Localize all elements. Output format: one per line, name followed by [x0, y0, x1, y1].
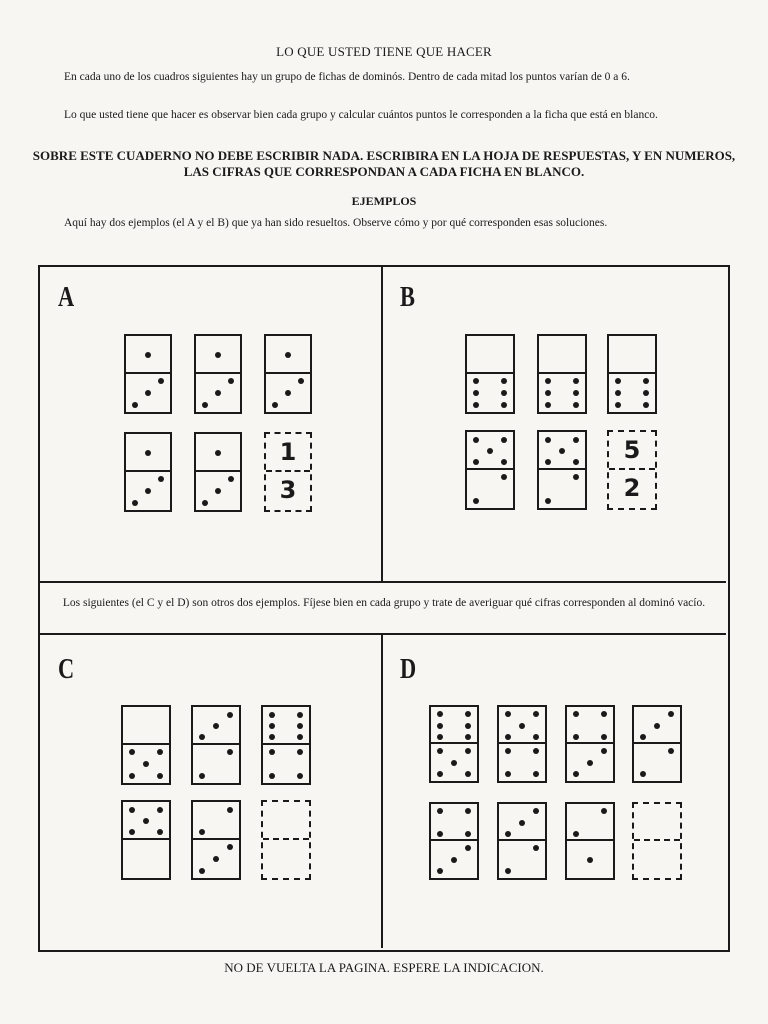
domino-pip — [533, 808, 539, 814]
panel-letter-c: C — [58, 654, 75, 685]
domino-pip — [199, 868, 205, 874]
domino-pip — [297, 723, 303, 729]
panel-letter-d: D — [400, 654, 417, 685]
domino-pip — [157, 773, 163, 779]
domino-pip — [199, 829, 205, 835]
domino-pip — [615, 390, 621, 396]
domino-pip — [129, 829, 135, 835]
domino-pip — [533, 734, 539, 740]
answer-bottom-number: 3 — [279, 476, 297, 504]
domino-pip — [215, 390, 221, 396]
panel-letter-a: A — [58, 282, 75, 313]
domino-pip — [601, 711, 607, 717]
domino-pip — [533, 748, 539, 754]
domino-pip — [505, 831, 511, 837]
domino-tile — [632, 705, 682, 783]
domino-bottom-half — [539, 372, 585, 412]
domino-pip — [285, 390, 291, 396]
domino-bottom-half — [634, 839, 680, 878]
middle-instructions: Los siguientes (el C y el D) son otros dos ejemplos. Fíjese bien en cada grupo y trate de averiguar qué cifras corresponden al dominó vacío. — [62, 597, 706, 609]
domino-tile — [261, 705, 311, 785]
domino-pip — [640, 734, 646, 740]
panel-letter-b: B — [400, 282, 415, 313]
answer-top-number: 5 — [623, 436, 641, 464]
domino-top-half — [431, 804, 477, 841]
domino-pip — [199, 773, 205, 779]
domino-pip — [199, 734, 205, 740]
domino-pip — [157, 749, 163, 755]
domino-pip — [437, 771, 443, 777]
domino-pip — [573, 831, 579, 837]
domino-tile — [607, 334, 657, 414]
domino-bottom-half — [263, 743, 309, 783]
domino-pip — [297, 734, 303, 740]
domino-pip — [437, 734, 443, 740]
domino-pip — [132, 402, 138, 408]
domino-pip — [298, 378, 304, 384]
domino-pip — [465, 748, 471, 754]
domino-bottom-half — [467, 372, 513, 412]
domino-pip — [573, 474, 579, 480]
domino-pip — [533, 845, 539, 851]
domino-pip — [573, 459, 579, 465]
domino-pip — [227, 807, 233, 813]
domino-top-half — [634, 804, 680, 841]
domino-pip — [501, 402, 507, 408]
domino-pip — [297, 773, 303, 779]
domino-tile — [497, 802, 547, 880]
domino-pip — [451, 760, 457, 766]
domino-tile — [537, 430, 587, 510]
domino-tile — [121, 705, 171, 785]
domino-bottom-half — [126, 372, 170, 412]
domino-pip — [473, 437, 479, 443]
domino-top-half — [609, 336, 655, 374]
domino-tile — [191, 800, 241, 880]
domino-tile — [194, 334, 242, 414]
domino-top-half — [609, 432, 655, 470]
domino-pip — [465, 771, 471, 777]
domino-tile — [465, 334, 515, 414]
domino-top-half — [196, 434, 240, 472]
domino-pip — [465, 711, 471, 717]
domino-bottom-half — [499, 742, 545, 781]
domino-pip — [228, 378, 234, 384]
domino-top-half — [126, 434, 170, 472]
examples-intro: Aquí hay dos ejemplos (el A y el B) que ya han sido resueltos. Observe cómo y por qué corresponden esas soluciones. — [64, 217, 608, 229]
footer-text: NO DE VUELTA LA PAGINA. ESPERE LA INDICACION. — [224, 960, 544, 975]
domino-bottom-half — [609, 372, 655, 412]
domino-pip — [202, 500, 208, 506]
domino-pip — [559, 448, 565, 454]
domino-pip — [473, 498, 479, 504]
domino-bottom-half — [567, 742, 613, 781]
domino-pip — [573, 734, 579, 740]
domino-bottom-half — [196, 372, 240, 412]
domino-pip — [573, 378, 579, 384]
domino-bottom-half — [193, 743, 239, 783]
domino-pip — [487, 448, 493, 454]
domino-pip — [437, 831, 443, 837]
domino-pip — [437, 868, 443, 874]
domino-pip — [501, 474, 507, 480]
domino-tile — [429, 802, 479, 880]
domino-pip — [227, 712, 233, 718]
domino-top-half — [634, 707, 680, 744]
blank-domino — [607, 430, 657, 510]
domino-pip — [213, 856, 219, 862]
domino-pip — [437, 808, 443, 814]
domino-pip — [437, 723, 443, 729]
domino-bottom-half — [609, 468, 655, 508]
domino-pip — [545, 437, 551, 443]
domino-top-half — [123, 707, 169, 745]
domino-pip — [501, 390, 507, 396]
domino-top-half — [193, 707, 239, 745]
domino-pip — [132, 500, 138, 506]
domino-pip — [615, 378, 621, 384]
domino-bottom-half — [196, 470, 240, 510]
domino-pip — [269, 723, 275, 729]
domino-pip — [215, 450, 221, 456]
domino-pip — [668, 711, 674, 717]
domino-bottom-half — [539, 468, 585, 508]
domino-pip — [643, 390, 649, 396]
divider-horizontal-1 — [40, 581, 726, 583]
domino-pip — [145, 488, 151, 494]
domino-pip — [129, 773, 135, 779]
domino-pip — [505, 734, 511, 740]
domino-pip — [158, 476, 164, 482]
domino-pip — [129, 807, 135, 813]
domino-top-half — [539, 432, 585, 470]
intro-paragraph-1: En cada uno de los cuadros siguientes hay un grupo de fichas de dominós. Dentro de cada mitad los puntos varían de 0 a 6. — [64, 71, 630, 83]
domino-pip — [545, 390, 551, 396]
domino-top-half — [266, 434, 310, 472]
domino-pip — [519, 723, 525, 729]
domino-tile — [465, 430, 515, 510]
domino-top-half — [196, 336, 240, 374]
domino-tile — [121, 800, 171, 880]
domino-pip — [501, 378, 507, 384]
domino-bottom-half — [431, 839, 477, 878]
domino-pip — [654, 723, 660, 729]
domino-pip — [601, 748, 607, 754]
domino-pip — [202, 402, 208, 408]
domino-tile — [565, 802, 615, 880]
domino-tile — [191, 705, 241, 785]
domino-top-half — [123, 802, 169, 840]
domino-pip — [157, 807, 163, 813]
domino-tile — [124, 334, 172, 414]
answer-bottom-number: 2 — [623, 474, 641, 502]
domino-pip — [519, 820, 525, 826]
blank-domino — [264, 432, 312, 512]
domino-tile — [497, 705, 547, 783]
domino-pip — [573, 390, 579, 396]
domino-top-half — [467, 336, 513, 374]
domino-pip — [587, 760, 593, 766]
domino-pip — [269, 712, 275, 718]
domino-pip — [227, 844, 233, 850]
domino-pip — [473, 459, 479, 465]
domino-pip — [158, 378, 164, 384]
domino-pip — [143, 818, 149, 824]
domino-pip — [465, 845, 471, 851]
domino-pip — [269, 734, 275, 740]
blank-domino — [632, 802, 682, 880]
domino-pip — [465, 808, 471, 814]
page-title: LO QUE USTED TIENE QUE HACER — [276, 44, 492, 59]
domino-pip — [145, 450, 151, 456]
domino-pip — [285, 352, 291, 358]
domino-bottom-half — [499, 839, 545, 878]
domino-top-half — [539, 336, 585, 374]
domino-bottom-half — [567, 839, 613, 878]
domino-pip — [505, 748, 511, 754]
divider-horizontal-2 — [40, 633, 726, 635]
domino-pip — [143, 761, 149, 767]
domino-pip — [451, 857, 457, 863]
domino-top-half — [567, 804, 613, 841]
domino-pip — [640, 771, 646, 777]
domino-pip — [601, 734, 607, 740]
domino-tile — [124, 432, 172, 512]
domino-bottom-half — [634, 742, 680, 781]
warning-text: SOBRE ESTE CUADERNO NO DEBE ESCRIBIR NADA. ESCRIBIRA EN LA HOJA DE RESPUESTAS, Y EN NUMEROS, LAS CIFRAS QUE CORRESPONDAN A CADA FICHA EN BLANCO. — [32, 148, 736, 179]
domino-top-half — [193, 802, 239, 840]
domino-pip — [129, 749, 135, 755]
divider-vertical-bottom — [381, 635, 383, 948]
domino-pip — [473, 378, 479, 384]
domino-pip — [215, 488, 221, 494]
examples-heading: EJEMPLOS — [351, 194, 417, 208]
blank-domino — [261, 800, 311, 880]
domino-bottom-half — [266, 470, 310, 510]
domino-pip — [473, 390, 479, 396]
domino-pip — [501, 437, 507, 443]
domino-pip — [505, 868, 511, 874]
domino-pip — [157, 829, 163, 835]
domino-pip — [545, 459, 551, 465]
domino-top-half — [263, 802, 309, 840]
domino-bottom-half — [126, 470, 170, 510]
domino-pip — [145, 390, 151, 396]
domino-pip — [615, 402, 621, 408]
domino-pip — [227, 749, 233, 755]
domino-bottom-half — [123, 838, 169, 878]
domino-pip — [215, 352, 221, 358]
domino-bottom-half — [266, 372, 310, 412]
domino-bottom-half — [431, 742, 477, 781]
domino-pip — [505, 771, 511, 777]
divider-vertical-top — [381, 267, 383, 583]
domino-pip — [297, 749, 303, 755]
domino-pip — [533, 771, 539, 777]
domino-bottom-half — [123, 743, 169, 783]
domino-pip — [573, 437, 579, 443]
intro-paragraph-2: Lo que usted tiene que hacer es observar bien cada grupo y calcular cuántos puntos le corresponden a la ficha que está en blanco. — [64, 109, 658, 121]
domino-pip — [533, 711, 539, 717]
domino-pip — [437, 748, 443, 754]
domino-tile — [537, 334, 587, 414]
domino-pip — [501, 459, 507, 465]
domino-tile — [194, 432, 242, 512]
domino-pip — [465, 831, 471, 837]
domino-pip — [668, 748, 674, 754]
domino-pip — [545, 402, 551, 408]
domino-pip — [643, 378, 649, 384]
domino-bottom-half — [263, 838, 309, 878]
domino-pip — [545, 378, 551, 384]
domino-pip — [545, 498, 551, 504]
domino-pip — [465, 734, 471, 740]
domino-pip — [272, 402, 278, 408]
domino-top-half — [266, 336, 310, 374]
domino-top-half — [499, 707, 545, 744]
domino-pip — [601, 808, 607, 814]
domino-pip — [643, 402, 649, 408]
domino-pip — [145, 352, 151, 358]
domino-tile — [429, 705, 479, 783]
domino-top-half — [431, 707, 477, 744]
domino-pip — [437, 711, 443, 717]
domino-pip — [269, 749, 275, 755]
domino-top-half — [467, 432, 513, 470]
domino-top-half — [567, 707, 613, 744]
domino-pip — [573, 711, 579, 717]
domino-top-half — [499, 804, 545, 841]
answer-top-number: 1 — [279, 438, 297, 466]
domino-tile — [565, 705, 615, 783]
domino-pip — [573, 771, 579, 777]
domino-bottom-half — [467, 468, 513, 508]
domino-pip — [213, 723, 219, 729]
domino-pip — [297, 712, 303, 718]
domino-pip — [505, 711, 511, 717]
domino-bottom-half — [193, 838, 239, 878]
domino-pip — [473, 402, 479, 408]
domino-pip — [573, 402, 579, 408]
domino-pip — [587, 857, 593, 863]
domino-pip — [269, 773, 275, 779]
domino-top-half — [263, 707, 309, 745]
domino-tile — [264, 334, 312, 414]
domino-pip — [465, 723, 471, 729]
domino-pip — [228, 476, 234, 482]
domino-top-half — [126, 336, 170, 374]
